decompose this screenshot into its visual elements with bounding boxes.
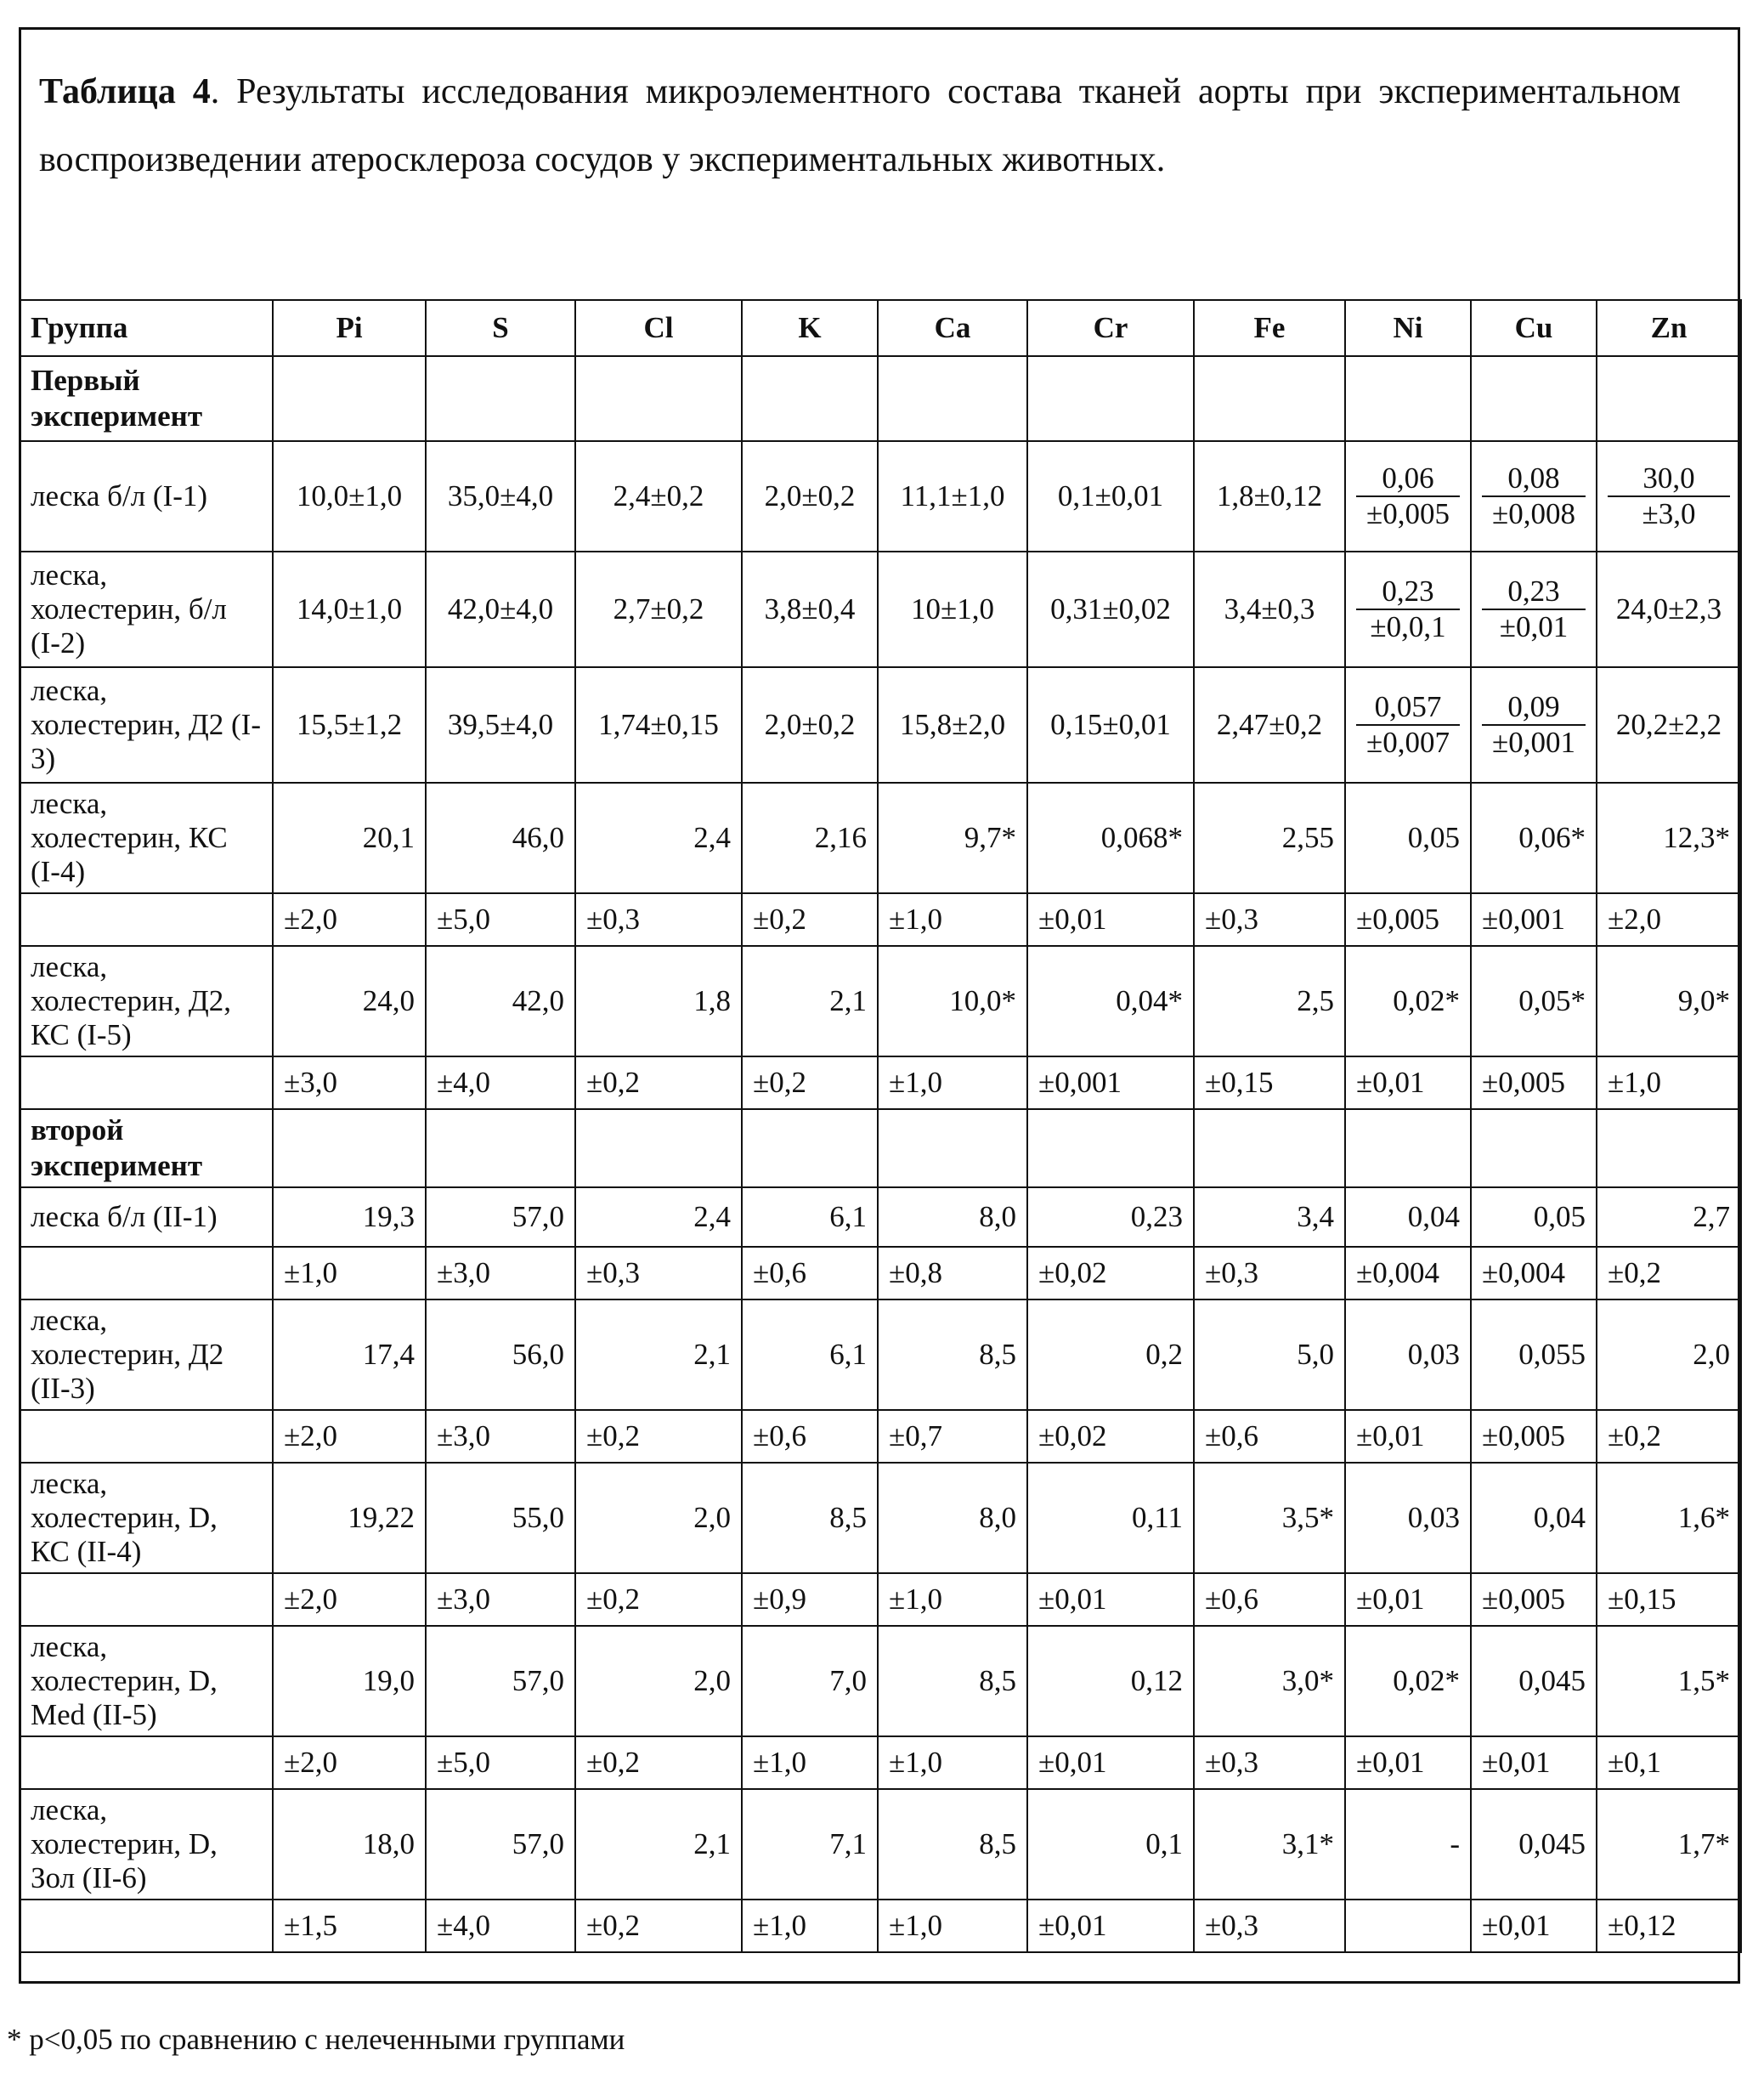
deviation-cell: ±1,0 — [878, 1573, 1027, 1626]
value-cell: 0,055 — [1471, 1299, 1597, 1410]
header-ca: Ca — [878, 300, 1027, 356]
empty-cell — [20, 1056, 273, 1109]
mean-value: 30,0 — [1642, 461, 1695, 495]
value-cell: 7,1 — [742, 1789, 878, 1900]
deviation-cell: ±1,0 — [878, 893, 1027, 946]
header-fe: Fe — [1194, 300, 1345, 356]
empty-cell — [20, 1900, 273, 1952]
empty-cell — [575, 356, 742, 441]
mean-value: 0,08 — [1507, 461, 1560, 495]
deviation-cell: ±0,01 — [1027, 1900, 1194, 1952]
data-row — [20, 1299, 1741, 1410]
value-cell: 15,8±2,0 — [878, 667, 1027, 783]
value-cell: 42,0 — [426, 946, 575, 1056]
deviation-cell: ±0,001 — [1027, 1056, 1194, 1109]
value-cell: 2,0 — [575, 1463, 742, 1573]
deviation-cell: ±0,2 — [575, 1573, 742, 1626]
empty-cell — [878, 356, 1027, 441]
empty-cell — [273, 356, 426, 441]
value-cell: 0,02* — [1345, 946, 1471, 1056]
deviation-cell: ±2,0 — [273, 893, 426, 946]
deviation-row — [20, 1900, 1741, 1952]
section-row — [20, 1109, 1741, 1187]
value-cell: 19,0 — [273, 1626, 426, 1736]
empty-cell — [20, 1410, 273, 1463]
empty-cell — [1597, 356, 1741, 441]
empty-cell — [1027, 1109, 1194, 1187]
header-cr: Cr — [1027, 300, 1194, 356]
empty-cell — [20, 893, 273, 946]
value-cell: 19,22 — [273, 1463, 426, 1573]
empty-cell — [742, 356, 878, 441]
mean-value: 0,09 — [1507, 690, 1560, 723]
value-cell: 2,4±0,2 — [575, 441, 742, 552]
deviation-cell: ±4,0 — [426, 1056, 575, 1109]
deviation-cell: ±0,02 — [1027, 1247, 1194, 1299]
value-cell: 10,0±1,0 — [273, 441, 426, 552]
header-row — [20, 300, 1741, 356]
deviation-cell: ±2,0 — [273, 1736, 426, 1789]
deviation-cell: ±0,01 — [1345, 1573, 1471, 1626]
ni-cell — [1345, 441, 1471, 552]
value-cell: 2,4 — [575, 783, 742, 893]
deviation-cell: ±0,005 — [1345, 893, 1471, 946]
value-cell: 2,4 — [575, 1187, 742, 1247]
value-cell: 42,0±4,0 — [426, 552, 575, 667]
deviation-cell: ±0,6 — [742, 1410, 878, 1463]
value-cell: 3,4±0,3 — [1194, 552, 1345, 667]
header-ni: Ni — [1345, 300, 1471, 356]
group-label: леска, холестерин, Д2 (I-3) — [20, 667, 273, 783]
deviation-cell: ±5,0 — [426, 1736, 575, 1789]
data-table — [19, 299, 1742, 1953]
cu-cell — [1471, 552, 1597, 667]
value-cell: 18,0 — [273, 1789, 426, 1900]
empty-cell — [878, 1109, 1027, 1187]
value-cell: 2,55 — [1194, 783, 1345, 893]
empty-cell — [20, 1573, 273, 1626]
deviation-cell: ±0,1 — [1597, 1736, 1741, 1789]
value-cell: 2,5 — [1194, 946, 1345, 1056]
data-row — [20, 441, 1741, 552]
value-cell: 0,1 — [1027, 1789, 1194, 1900]
empty-cell — [20, 1736, 273, 1789]
value-cell: 56,0 — [426, 1299, 575, 1410]
value-cell: 0,31±0,02 — [1027, 552, 1194, 667]
value-cell: 0,04 — [1345, 1187, 1471, 1247]
mean-value: 0,057 — [1374, 690, 1442, 723]
deviation-cell: ±0,001 — [1471, 893, 1597, 946]
deviation-cell: ±0,8 — [878, 1247, 1027, 1299]
deviation-cell: ±1,0 — [878, 1900, 1027, 1952]
deviation-cell: ±3,0 — [426, 1247, 575, 1299]
deviation-cell: ±1,0 — [742, 1900, 878, 1952]
group-label: леска, холестерин, Д2, КС (I-5) — [20, 946, 273, 1056]
data-row — [20, 667, 1741, 783]
value-cell: 1,8 — [575, 946, 742, 1056]
value-cell: 8,5 — [742, 1463, 878, 1573]
deviation-cell: ±1,0 — [878, 1736, 1027, 1789]
deviation-cell: ±0,005 — [1471, 1573, 1597, 1626]
value-cell: 3,5* — [1194, 1463, 1345, 1573]
deviation-cell: ±3,0 — [426, 1573, 575, 1626]
value-cell: 3,0* — [1194, 1626, 1345, 1736]
value-cell: 2,7±0,2 — [575, 552, 742, 667]
value-cell: 57,0 — [426, 1626, 575, 1736]
value-cell: 8,0 — [878, 1187, 1027, 1247]
deviation-cell: ±0,01 — [1027, 893, 1194, 946]
deviation-row — [20, 1410, 1741, 1463]
value-cell: 2,1 — [575, 1789, 742, 1900]
section-row — [20, 356, 1741, 441]
deviation-cell: ±0,12 — [1597, 1900, 1741, 1952]
data-row — [20, 783, 1741, 893]
deviation-row — [20, 1056, 1741, 1109]
value-cell: 24,0 — [273, 946, 426, 1056]
value-cell: 8,5 — [878, 1626, 1027, 1736]
deviation-cell: ±1,0 — [878, 1056, 1027, 1109]
header-cl: Cl — [575, 300, 742, 356]
deviation-cell: ±0,01 — [1027, 1573, 1194, 1626]
value-cell: 0,15±0,01 — [1027, 667, 1194, 783]
deviation-value: ±0,0,1 — [1356, 609, 1460, 644]
cu-cell — [1471, 667, 1597, 783]
section-label: Первый эксперимент — [20, 356, 273, 441]
deviation-cell: ±0,01 — [1471, 1900, 1597, 1952]
value-cell: 2,0±0,2 — [742, 441, 878, 552]
value-cell: 0,11 — [1027, 1463, 1194, 1573]
deviation-cell: ±0,15 — [1597, 1573, 1741, 1626]
deviation-cell: ±0,3 — [1194, 893, 1345, 946]
deviation-cell: ±0,2 — [575, 1736, 742, 1789]
value-cell: 1,6* — [1597, 1463, 1741, 1573]
deviation-cell: ±1,0 — [742, 1736, 878, 1789]
value-cell: 1,7* — [1597, 1789, 1741, 1900]
deviation-cell: ±0,01 — [1345, 1736, 1471, 1789]
value-cell: 8,5 — [878, 1299, 1027, 1410]
cu-cell — [1471, 441, 1597, 552]
deviation-cell: ±0,6 — [1194, 1573, 1345, 1626]
deviation-cell: ±0,2 — [742, 1056, 878, 1109]
header-s: S — [426, 300, 575, 356]
value-cell: 3,1* — [1194, 1789, 1345, 1900]
value-cell: 6,1 — [742, 1299, 878, 1410]
deviation-cell: ±0,01 — [1345, 1410, 1471, 1463]
value-cell: 7,0 — [742, 1626, 878, 1736]
deviation-cell: ±0,3 — [1194, 1900, 1345, 1952]
value-cell: 2,0 — [575, 1626, 742, 1736]
deviation-row — [20, 1736, 1741, 1789]
group-label: леска, холестерин, D, Med (II-5) — [20, 1626, 273, 1736]
value-cell: 0,05* — [1471, 946, 1597, 1056]
deviation-value: ±0,008 — [1482, 495, 1586, 531]
value-cell: 10±1,0 — [878, 552, 1027, 667]
deviation-cell: ±0,2 — [575, 1900, 742, 1952]
header-cu: Cu — [1471, 300, 1597, 356]
empty-cell — [1471, 356, 1597, 441]
value-cell: 57,0 — [426, 1789, 575, 1900]
value-cell: 9,0* — [1597, 946, 1741, 1056]
value-cell: 8,5 — [878, 1789, 1027, 1900]
value-cell: 0,2 — [1027, 1299, 1194, 1410]
deviation-value: ±0,001 — [1482, 724, 1586, 760]
data-row — [20, 552, 1741, 667]
empty-cell — [1597, 1109, 1741, 1187]
caption-number: Таблица 4 — [39, 72, 211, 111]
deviation-cell: ±0,01 — [1027, 1736, 1194, 1789]
zn-cell: 24,0±2,3 — [1597, 552, 1741, 667]
empty-cell — [273, 1109, 426, 1187]
deviation-cell: ±0,02 — [1027, 1410, 1194, 1463]
value-cell: 0,045 — [1471, 1626, 1597, 1736]
deviation-cell: ±0,005 — [1471, 1056, 1597, 1109]
deviation-cell: ±0,005 — [1471, 1410, 1597, 1463]
value-cell: 2,1 — [742, 946, 878, 1056]
group-label: леска, холестерин, D, КС (II-4) — [20, 1463, 273, 1573]
value-cell: 0,045 — [1471, 1789, 1597, 1900]
value-cell: 1,5* — [1597, 1626, 1741, 1736]
value-cell: 0,02* — [1345, 1626, 1471, 1736]
footnote: * p<0,05 по сравнению с нелеченными группами — [7, 2023, 625, 2056]
value-cell: 14,0±1,0 — [273, 552, 426, 667]
deviation-cell: ±0,3 — [1194, 1247, 1345, 1299]
empty-cell — [1345, 1109, 1471, 1187]
value-cell: 0,05 — [1345, 783, 1471, 893]
deviation-cell: ±2,0 — [1597, 893, 1741, 946]
value-cell: 19,3 — [273, 1187, 426, 1247]
value-cell: 2,16 — [742, 783, 878, 893]
deviation-cell: ±1,0 — [273, 1247, 426, 1299]
value-cell: 1,74±0,15 — [575, 667, 742, 783]
value-cell: 0,03 — [1345, 1299, 1471, 1410]
section-label: второй эксперимент — [20, 1109, 273, 1187]
deviation-cell: ±0,2 — [575, 1410, 742, 1463]
data-row — [20, 1187, 1741, 1247]
value-cell: 57,0 — [426, 1187, 575, 1247]
deviation-cell: ±0,3 — [575, 893, 742, 946]
value-cell: 39,5±4,0 — [426, 667, 575, 783]
table-caption — [19, 27, 1740, 299]
deviation-cell: ±3,0 — [273, 1056, 426, 1109]
deviation-cell: ±0,6 — [742, 1247, 878, 1299]
value-cell: 2,0±0,2 — [742, 667, 878, 783]
value-cell: 0,03 — [1345, 1463, 1471, 1573]
value-cell: 17,4 — [273, 1299, 426, 1410]
value-cell: 0,04 — [1471, 1463, 1597, 1573]
group-label: леска, холестерин, б/л (I-2) — [20, 552, 273, 667]
deviation-value: ±0,007 — [1356, 724, 1460, 760]
value-cell: 6,1 — [742, 1187, 878, 1247]
data-row — [20, 1626, 1741, 1736]
deviation-cell: ±0,2 — [1597, 1247, 1741, 1299]
zn-cell: 20,2±2,2 — [1597, 667, 1741, 783]
value-cell: 35,0±4,0 — [426, 441, 575, 552]
empty-cell — [742, 1109, 878, 1187]
deviation-cell: ±0,004 — [1471, 1247, 1597, 1299]
group-label: леска, холестерин, Д2 (II-3) — [20, 1299, 273, 1410]
value-cell: 3,8±0,4 — [742, 552, 878, 667]
value-cell: 11,1±1,0 — [878, 441, 1027, 552]
value-cell: 0,12 — [1027, 1626, 1194, 1736]
value-cell: 2,1 — [575, 1299, 742, 1410]
deviation-cell: ±0,3 — [1194, 1736, 1345, 1789]
value-cell: 2,47±0,2 — [1194, 667, 1345, 783]
deviation-cell: ±0,9 — [742, 1573, 878, 1626]
header-group: Группа — [20, 300, 273, 356]
data-row — [20, 946, 1741, 1056]
group-label: леска, холестерин, КС (I-4) — [20, 783, 273, 893]
deviation-cell: ±1,5 — [273, 1900, 426, 1952]
empty-cell — [426, 1109, 575, 1187]
empty-cell — [1345, 356, 1471, 441]
deviation-cell: ±5,0 — [426, 893, 575, 946]
group-label: леска б/л (II-1) — [20, 1187, 273, 1247]
empty-cell — [1027, 356, 1194, 441]
value-cell: 0,06* — [1471, 783, 1597, 893]
header-zn: Zn — [1597, 300, 1741, 356]
zn-cell — [1597, 441, 1741, 552]
value-cell: 0,04* — [1027, 946, 1194, 1056]
deviation-value: ±0,01 — [1482, 609, 1586, 644]
deviation-value: ±3,0 — [1608, 495, 1730, 531]
value-cell: 8,0 — [878, 1463, 1027, 1573]
empty-cell — [1194, 1109, 1345, 1187]
deviation-cell: ±2,0 — [273, 1573, 426, 1626]
group-label: леска, холестерин, D, Зол (II-6) — [20, 1789, 273, 1900]
deviation-cell: ±4,0 — [426, 1900, 575, 1952]
mean-value: 0,23 — [1382, 575, 1434, 608]
mean-value: 0,23 — [1507, 575, 1560, 608]
data-row — [20, 1463, 1741, 1573]
header-pi: Pi — [273, 300, 426, 356]
empty-cell — [575, 1109, 742, 1187]
value-cell: 2,7 — [1597, 1187, 1741, 1247]
value-cell: 3,4 — [1194, 1187, 1345, 1247]
deviation-cell: ±0,7 — [878, 1410, 1027, 1463]
deviation-cell: ±0,004 — [1345, 1247, 1471, 1299]
value-cell: 10,0* — [878, 946, 1027, 1056]
empty-cell — [20, 1247, 273, 1299]
value-cell: 0,1±0,01 — [1027, 441, 1194, 552]
caption-text: . Результаты исследования микроэлементного состава тканей аорты при экспериментальном воспроизведении атеросклероза сосудов у экспериментальных животных. — [39, 72, 1681, 179]
value-cell: 2,0 — [1597, 1299, 1741, 1410]
empty-cell — [1471, 1109, 1597, 1187]
deviation-cell: ±3,0 — [426, 1410, 575, 1463]
deviation-cell: ±1,0 — [1597, 1056, 1741, 1109]
deviation-row — [20, 1247, 1741, 1299]
group-label: леска б/л (I-1) — [20, 441, 273, 552]
deviation-cell: ±0,01 — [1345, 1056, 1471, 1109]
value-cell: 46,0 — [426, 783, 575, 893]
deviation-cell: ±0,15 — [1194, 1056, 1345, 1109]
deviation-cell: ±2,0 — [273, 1410, 426, 1463]
header-k: K — [742, 300, 878, 356]
value-cell: 15,5±1,2 — [273, 667, 426, 783]
value-cell: 9,7* — [878, 783, 1027, 893]
deviation-cell: ±0,2 — [575, 1056, 742, 1109]
value-cell: 1,8±0,12 — [1194, 441, 1345, 552]
value-cell: 55,0 — [426, 1463, 575, 1573]
value-cell: - — [1345, 1789, 1471, 1900]
empty-cell — [1194, 356, 1345, 441]
deviation-row — [20, 1573, 1741, 1626]
empty-cell — [426, 356, 575, 441]
deviation-value: ±0,005 — [1356, 495, 1460, 531]
value-cell: 5,0 — [1194, 1299, 1345, 1410]
deviation-cell: ±0,01 — [1471, 1736, 1597, 1789]
value-cell: 0,068* — [1027, 783, 1194, 893]
deviation-cell: ±0,2 — [1597, 1410, 1741, 1463]
value-cell: 20,1 — [273, 783, 426, 893]
mean-value: 0,06 — [1382, 461, 1434, 495]
deviation-cell: ±0,2 — [742, 893, 878, 946]
deviation-cell: ±0,6 — [1194, 1410, 1345, 1463]
ni-cell — [1345, 552, 1471, 667]
deviation-cell: ±0,3 — [575, 1247, 742, 1299]
data-row — [20, 1789, 1741, 1900]
deviation-row — [20, 893, 1741, 946]
value-cell: 0,23 — [1027, 1187, 1194, 1247]
value-cell: 0,05 — [1471, 1187, 1597, 1247]
deviation-cell — [1345, 1900, 1471, 1952]
value-cell: 12,3* — [1597, 783, 1741, 893]
ni-cell — [1345, 667, 1471, 783]
